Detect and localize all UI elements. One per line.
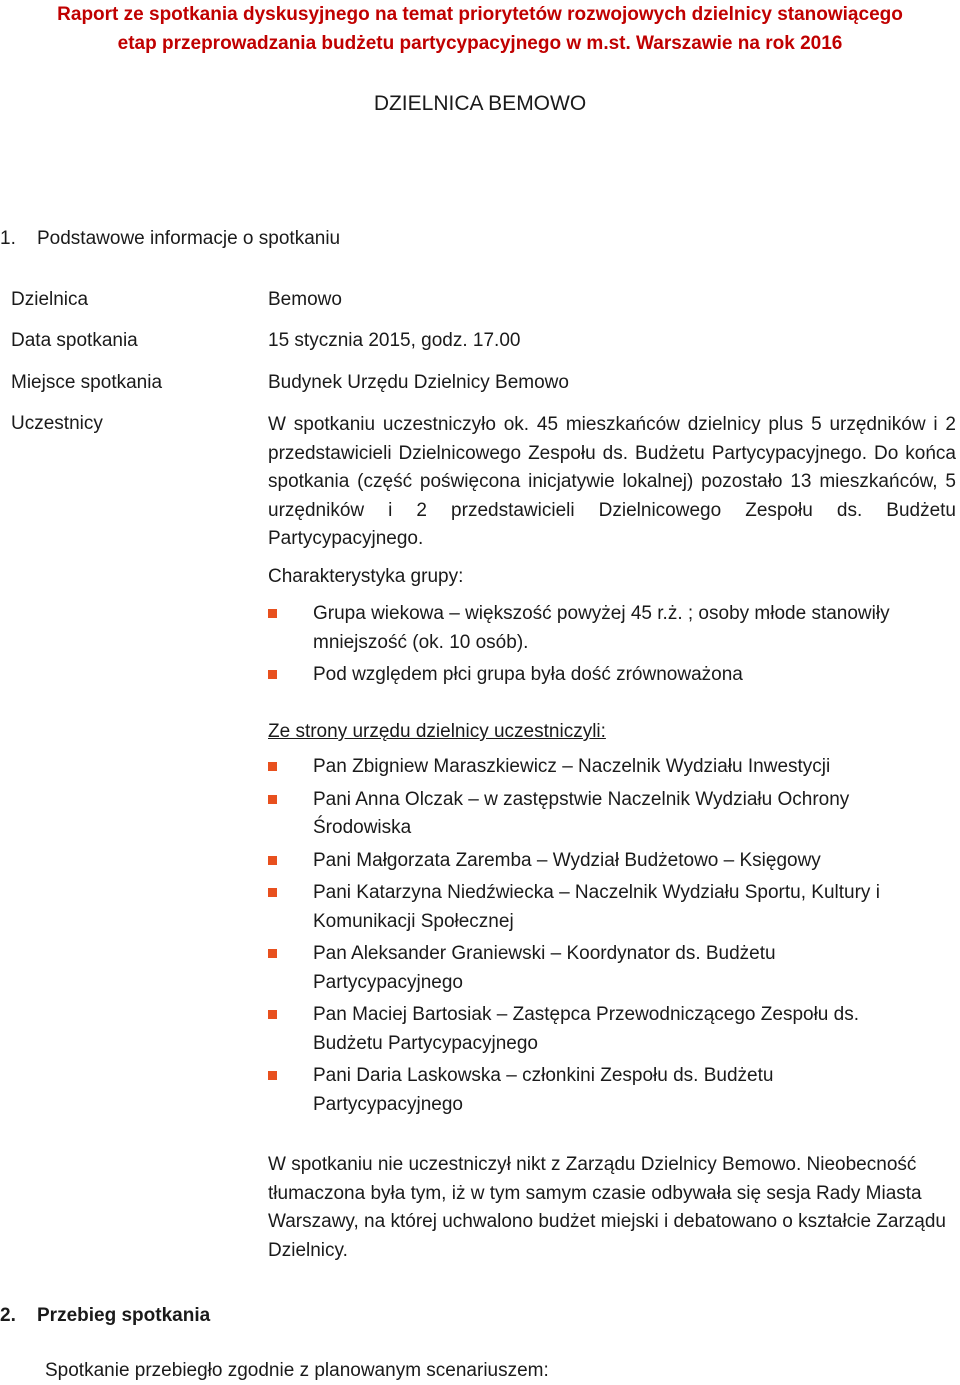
- district-heading: DZIELNICA BEMOWO: [373, 92, 587, 115]
- section-1-heading: [0, 228, 340, 250]
- report-title: [0, 0, 960, 58]
- list-item: Pan Aleksander Graniewski – Koordynator ds. Budżetu Partycypacyjnego: [268, 940, 893, 997]
- officials-list: [268, 753, 956, 1119]
- district-label: Dzielnica: [11, 289, 89, 310]
- place-label: Miejsce spotkania: [11, 372, 163, 393]
- list-item: Pod względem płci grupa była dość zrównoważona: [268, 661, 908, 690]
- bullet-square-icon: [268, 762, 277, 771]
- group-heading: Charakterystyka grupy:: [268, 566, 464, 587]
- bullet-square-icon: [268, 949, 277, 958]
- board-note-paragraph: W spotkaniu nie uczestniczył nikt z Zarządu Dzielnicy Bemowo. Nieobecność tłumaczona była tym, iż w tym samym czasie odbywała się sesja Rady Miasta Warszawy, na której uchwalono budżet miejski i debatowano o kształcie Zarządu Dzielnicy.: [268, 1154, 946, 1261]
- section-1-title: Podstawowe informacje o spotkaniu: [37, 228, 341, 249]
- bullet-square-icon: [268, 1071, 277, 1080]
- list-item: Pan Maciej Bartosiak – Zastępca Przewodniczącego Zespołu ds. Budżetu Partycypacyjnego: [268, 1001, 933, 1058]
- list-item: Pani Małgorzata Zaremba – Wydział Budżetowo – Księgowy: [268, 847, 956, 876]
- group-list: [268, 600, 908, 690]
- bullet-square-icon: [268, 795, 277, 804]
- bullet-square-icon: [268, 670, 277, 679]
- section-1-number: 1.: [0, 228, 16, 249]
- section-2-intro: Spotkanie przebiegło zgodnie z planowanym scenariuszem:: [45, 1360, 549, 1381]
- participants-paragraph: W spotkaniu uczestniczyło ok. 45 mieszkańców dzielnicy plus 5 urzędników i 2 przedstawicieli Dzielnicowego Zespołu ds. Budżetu Partycypacyjnego. Do końca spotkania (część poświęcona inicjatywie lokalnej) pozostało 13 mieszkańców, 5 urzędników i 2 przedstawicieli Dzielnicowego Zespołu ds. Budżetu Partycypacyjnego.: [268, 414, 956, 549]
- section-2-number: 2.: [0, 1305, 16, 1326]
- list-item: Pani Daria Laskowska – członkini Zespołu ds. Budżetu Partycypacyjnego: [268, 1062, 883, 1119]
- district-value: Bemowo: [268, 289, 342, 310]
- report-title-line-2: etap przeprowadzania budżetu partycypacyjnego w m.st. Warszawie na rok 2016: [117, 33, 843, 54]
- participants-label: Uczestnicy: [11, 413, 103, 434]
- officials-heading: Ze strony urzędu dzielnicy uczestniczyli:: [268, 721, 606, 742]
- report-title-line-1: Raport ze spotkania dyskusyjnego na temat priorytetów rozwojowych dzielnicy stanowiącego: [57, 4, 903, 25]
- date-value: 15 stycznia 2015, godz. 17.00: [268, 330, 521, 351]
- section-2-title: Przebieg spotkania: [37, 1305, 211, 1326]
- list-item: Pani Anna Olczak – w zastępstwie Naczelnik Wydziału Ochrony Środowiska: [268, 786, 923, 843]
- date-label: Data spotkania: [11, 330, 138, 351]
- list-item: Pani Katarzyna Niedźwiecka – Naczelnik Wydziału Sportu, Kultury i Komunikacji Społecznej: [268, 879, 956, 936]
- place-value: Budynek Urzędu Dzielnicy Bemowo: [268, 372, 569, 393]
- list-item: Grupa wiekowa – większość powyżej 45 r.ż. ; osoby młode stanowiły mniejszość (ok. 10 osób).: [268, 600, 908, 657]
- bullet-square-icon: [268, 1010, 277, 1019]
- section-2-heading: [0, 1305, 210, 1327]
- bullet-square-icon: [268, 856, 277, 865]
- list-item: Pan Zbigniew Maraszkiewicz – Naczelnik Wydziału Inwestycji: [268, 753, 956, 782]
- bullet-square-icon: [268, 888, 277, 897]
- bullet-square-icon: [268, 609, 277, 618]
